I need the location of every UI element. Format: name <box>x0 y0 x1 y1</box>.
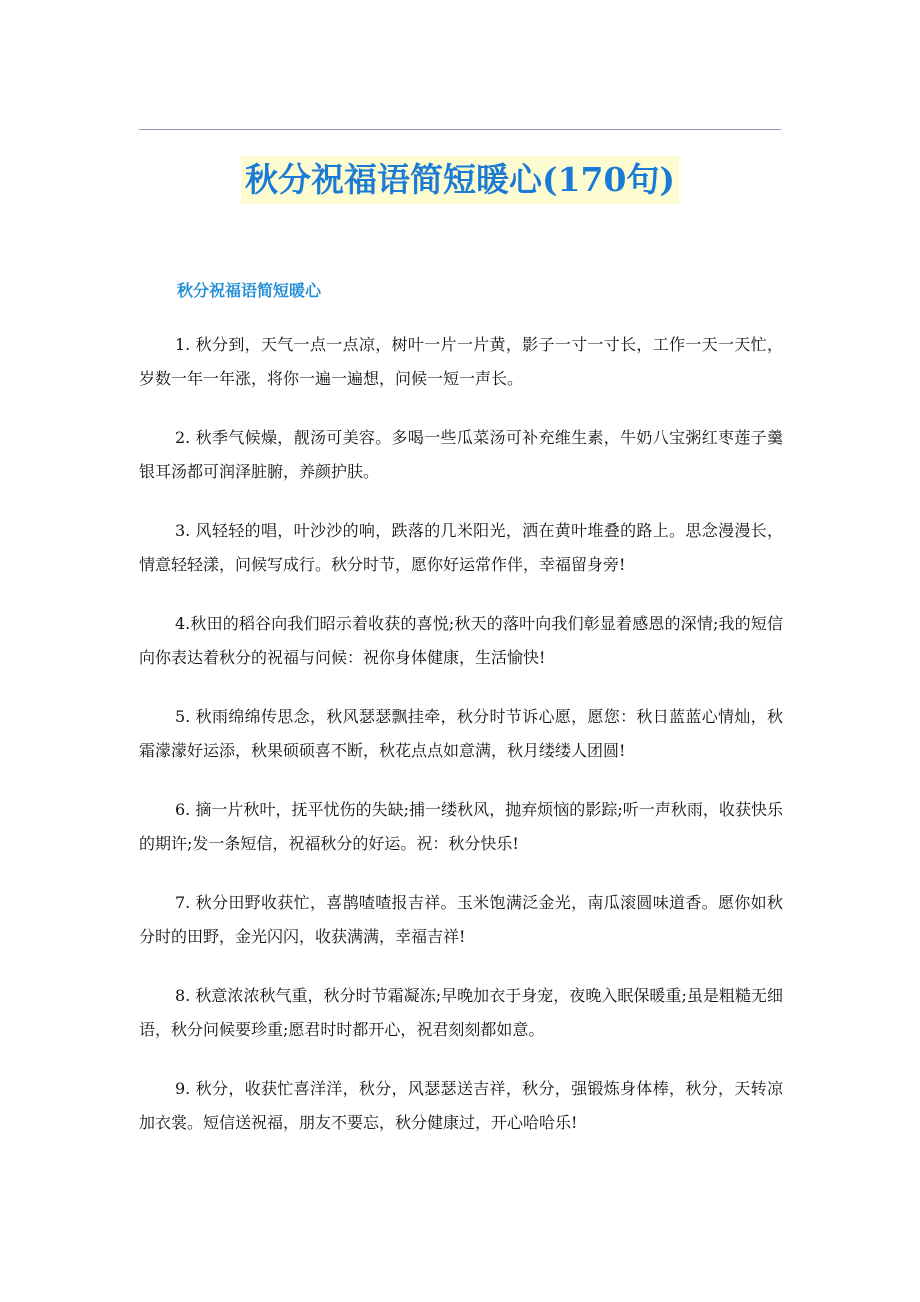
paragraph-2: 2. 秋季气候燥，靓汤可美容。多喝一些瓜菜汤可补充维生素，牛奶八宝粥红枣莲子羹银耳汤都可润泽脏腑，养颜护肤。 <box>139 428 783 481</box>
document-title: 秋分祝福语简短暖心(170句) <box>241 156 679 204</box>
title-container <box>0 156 920 204</box>
paragraph-4: 4.秋田的稻谷向我们昭示着收获的喜悦;秋天的落叶向我们彰显着感恩的深情;我的短信向你表达着秋分的祝福与问候：祝你身体健康，生活愉快! <box>139 614 783 667</box>
header-divider <box>139 129 781 130</box>
paragraph-1: 1. 秋分到，天气一点一点凉，树叶一片一片黄，影子一寸一寸长，工作一天一天忙，岁数一年一年涨，将你一遍一遍想，问候一短一声长。 <box>139 335 783 388</box>
document-body <box>139 328 783 1165</box>
paragraph-7: 7. 秋分田野收获忙，喜鹊喳喳报吉祥。玉米饱满泛金光，南瓜滚圆味道香。愿你如秋分时的田野，金光闪闪，收获满满，幸福吉祥! <box>139 893 783 946</box>
paragraph-6: 6. 摘一片秋叶，抚平忧伤的失缺;捕一缕秋风，抛弃烦恼的影踪;听一声秋雨，收获快乐的期许;发一条短信，祝福秋分的好运。祝：秋分快乐! <box>139 800 783 853</box>
paragraph-8: 8. 秋意浓浓秋气重，秋分时节霜凝冻;早晚加衣于身宠，夜晚入眠保暖重;虽是粗糙无细语，秋分问候要珍重;愿君时时都开心，祝君刻刻都如意。 <box>139 986 783 1039</box>
paragraph-5: 5. 秋雨绵绵传思念，秋风瑟瑟飘挂牵，秋分时节诉心愿，愿您：秋日蓝蓝心情灿，秋霜濛濛好运添，秋果硕硕喜不断，秋花点点如意满，秋月缕缕人团圆! <box>139 707 783 760</box>
paragraph-3: 3. 风轻轻的唱，叶沙沙的响，跌落的几米阳光，洒在黄叶堆叠的路上。思念漫漫长，情意轻轻漾，问候写成行。秋分时节，愿你好运常作伴，幸福留身旁! <box>139 521 783 574</box>
section-heading: 秋分祝福语简短暖心 <box>177 281 322 300</box>
paragraph-9: 9. 秋分，收获忙喜洋洋，秋分，风瑟瑟送吉祥，秋分，强锻炼身体棒，秋分，天转凉加衣裳。短信送祝福，朋友不要忘，秋分健康过，开心哈哈乐! <box>139 1079 783 1132</box>
